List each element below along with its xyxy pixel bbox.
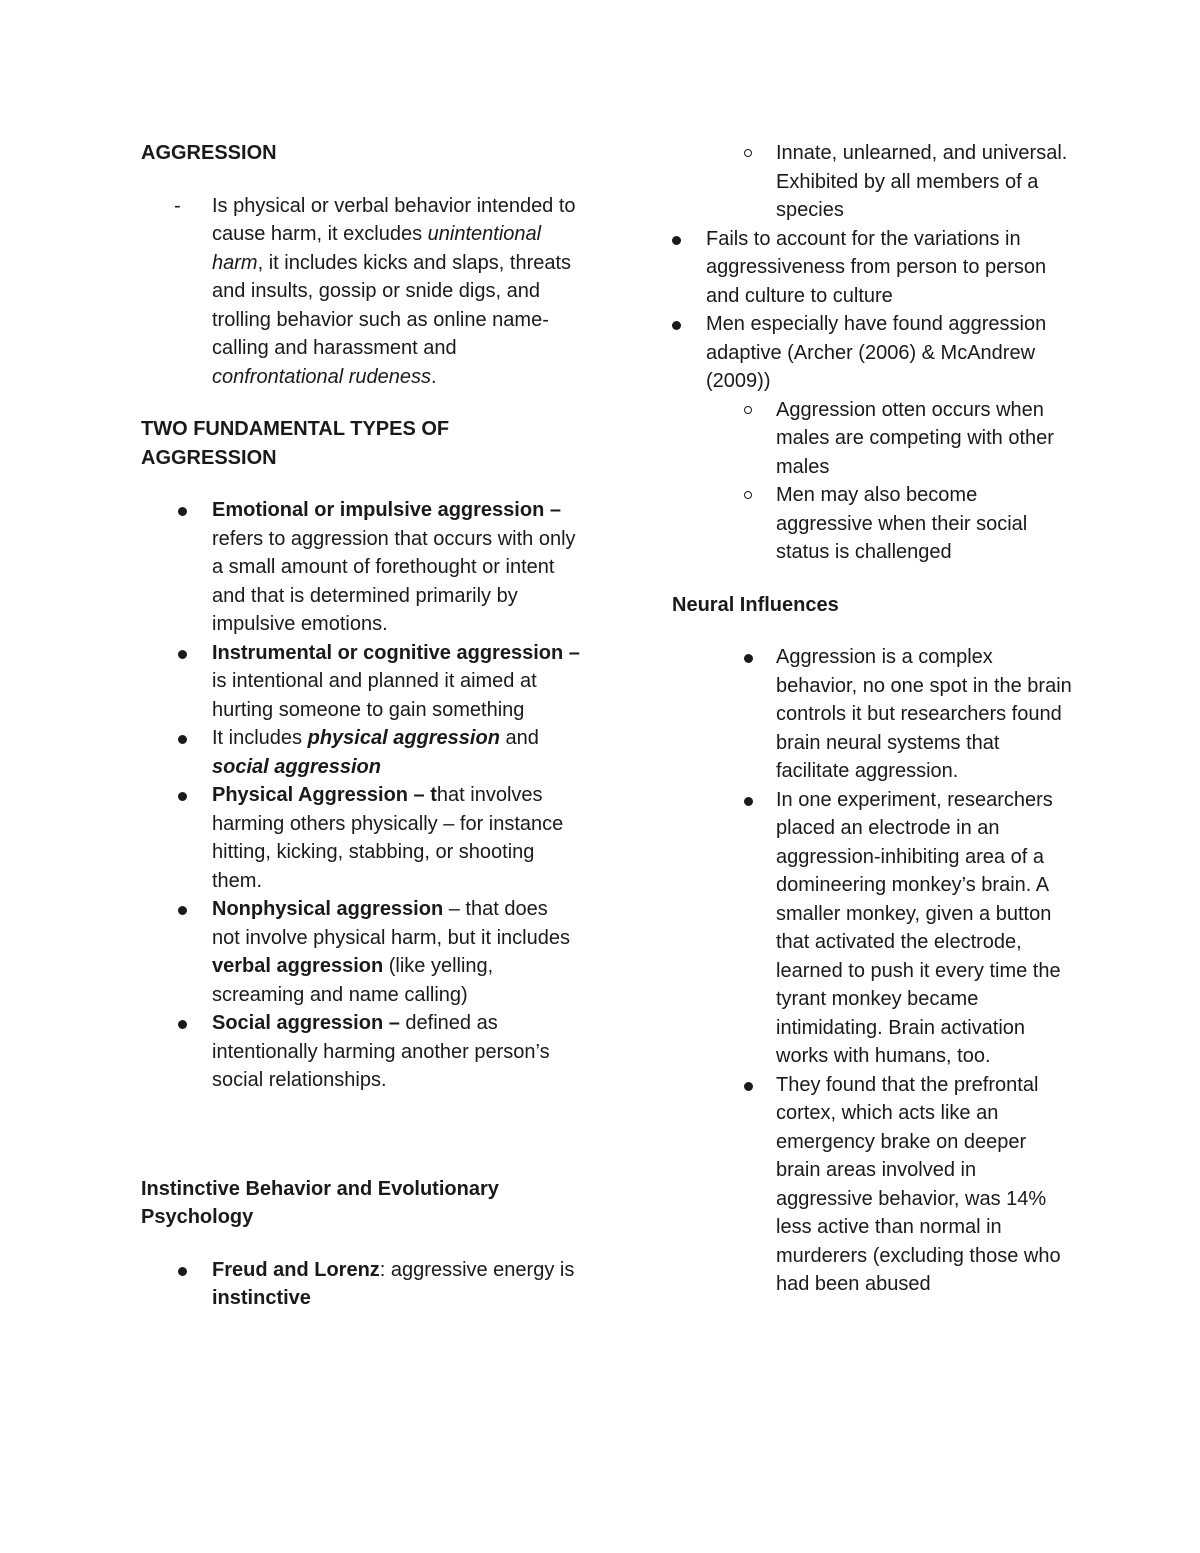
sublist-item-status bbox=[672, 481, 1072, 567]
list-item-instrumental bbox=[141, 639, 581, 725]
desc-freud: : aggressive energy is bbox=[379, 1258, 575, 1281]
list-item-emotional bbox=[141, 496, 581, 639]
term-instinctive: instinctive bbox=[212, 1287, 311, 1309]
dash-marker: - bbox=[174, 194, 181, 217]
sublist-item-innate bbox=[672, 139, 1072, 225]
text-fails: Fails to account for the variations in aggressiveness from person to person and culture to culture bbox=[706, 227, 1047, 307]
list-item-prefrontal bbox=[672, 1071, 1072, 1299]
includes-text-c: and bbox=[499, 727, 539, 749]
circle-bullet-icon bbox=[744, 149, 752, 157]
bullet-icon bbox=[178, 1020, 187, 1029]
list-item-freud bbox=[141, 1256, 581, 1313]
term-verbal: verbal aggression bbox=[212, 955, 384, 977]
text-status: Men may also become aggressive when their social status is challenged bbox=[776, 484, 1028, 563]
section-title-neural: Neural Influences bbox=[672, 593, 839, 616]
section-title-types: TWO FUNDAMENTAL TYPES OF AGGRESSION bbox=[141, 418, 450, 469]
list-item-experiment bbox=[672, 786, 1072, 1071]
bullet-icon bbox=[672, 236, 681, 245]
sublist-item-competing bbox=[672, 396, 1072, 482]
bullet-icon bbox=[178, 1267, 187, 1276]
definition-text-e: . bbox=[431, 365, 437, 388]
bullet-icon bbox=[178, 507, 187, 516]
bullet-icon bbox=[178, 650, 187, 659]
list-item-social bbox=[141, 1009, 581, 1095]
bullet-icon bbox=[744, 797, 753, 806]
definition-text-c: , it includes kicks and slaps, threats and insults, gossip or snide digs, and trolling behavior such as online name-calling and harassment and bbox=[212, 251, 572, 359]
desc-nonphysical-b: (like yelling, screaming and name calling) bbox=[212, 955, 494, 1006]
list-item-includes bbox=[141, 724, 581, 781]
includes-physical: physical aggression bbox=[307, 727, 500, 749]
text-complex: Aggression is a complex behavior, no one spot in the brain controls it but researchers found brain neural systems that facilitate aggression. bbox=[776, 646, 1072, 782]
right-column bbox=[672, 139, 1072, 1299]
bullet-icon bbox=[672, 321, 681, 330]
bullet-icon bbox=[178, 906, 187, 915]
desc-physical: hat involves harming others physically – for instance hitting, kicking, stabbing, or shooting them. bbox=[212, 784, 564, 892]
text-innate: Innate, unlearned, and universal. Exhibited by all members of a species bbox=[776, 142, 1068, 221]
circle-bullet-icon bbox=[744, 491, 752, 499]
section-title-aggression: AGGRESSION bbox=[141, 142, 277, 164]
left-column bbox=[141, 139, 581, 1313]
bullet-icon bbox=[744, 654, 753, 663]
term-instrumental: Instrumental or cognitive aggression – bbox=[212, 641, 580, 664]
term-freud: Freud and Lorenz bbox=[212, 1258, 380, 1281]
text-experiment: In one experiment, researchers placed an electrode in an aggression-inhibiting area of a domineering monkey’s brain. A smaller monkey, given a button that activated the electrode, learned to push it every time the tyrant monkey became intimidating. Brain activation works with humans, too. bbox=[776, 788, 1061, 1067]
definition-text-d: confrontational rudeness bbox=[212, 365, 432, 388]
term-emotional: Emotional or impulsive aggression – bbox=[212, 499, 561, 521]
list-item-complex bbox=[672, 643, 1072, 786]
bullet-icon bbox=[178, 735, 187, 744]
bullet-icon bbox=[744, 1082, 753, 1091]
desc-nonphysical-a: – that does not involve physical harm, but it includes bbox=[212, 898, 570, 949]
term-nonphysical: Nonphysical aggression bbox=[212, 898, 444, 920]
list-item-men bbox=[672, 310, 1072, 396]
desc-social: defined as intentionally harming another person’s social relationships. bbox=[212, 1012, 550, 1091]
list-item-fails bbox=[672, 225, 1072, 311]
section-title-instinctive: Instinctive Behavior and Evolutionary Psychology bbox=[141, 1177, 499, 1228]
desc-instrumental: is intentional and planned it aimed at hurting someone to gain something bbox=[212, 670, 537, 721]
list-item-nonphysical bbox=[141, 895, 581, 1009]
text-prefrontal: They found that the prefrontal cortex, which acts like an emergency brake on deeper brain areas involved in aggressive behavior, was 14% less active than normal in murderers (excluding those who had been abused bbox=[776, 1073, 1061, 1295]
definition-text-a: Is physical or verbal behavior intended to cause harm, it excludes bbox=[212, 194, 576, 245]
bullet-icon bbox=[178, 792, 187, 801]
includes-social: social aggression bbox=[212, 755, 381, 778]
list-item-physical bbox=[141, 781, 581, 895]
text-men: Men especially have found aggression adaptive (Archer (2006) & McAndrew (2009)) bbox=[706, 313, 1047, 392]
definition-item bbox=[141, 192, 581, 392]
term-physical: Physical Aggression – t bbox=[212, 784, 437, 806]
includes-text-a: It includes bbox=[212, 727, 308, 749]
term-social: Social aggression – bbox=[212, 1012, 400, 1034]
definition-text-b: unintentional harm bbox=[212, 223, 542, 274]
text-competing: Aggression otten occurs when males are competing with other males bbox=[776, 398, 1054, 478]
desc-emotional: refers to aggression that occurs with only a small amount of forethought or intent and that is determined primarily by impulsive emotions. bbox=[212, 527, 576, 635]
circle-bullet-icon bbox=[744, 406, 752, 414]
